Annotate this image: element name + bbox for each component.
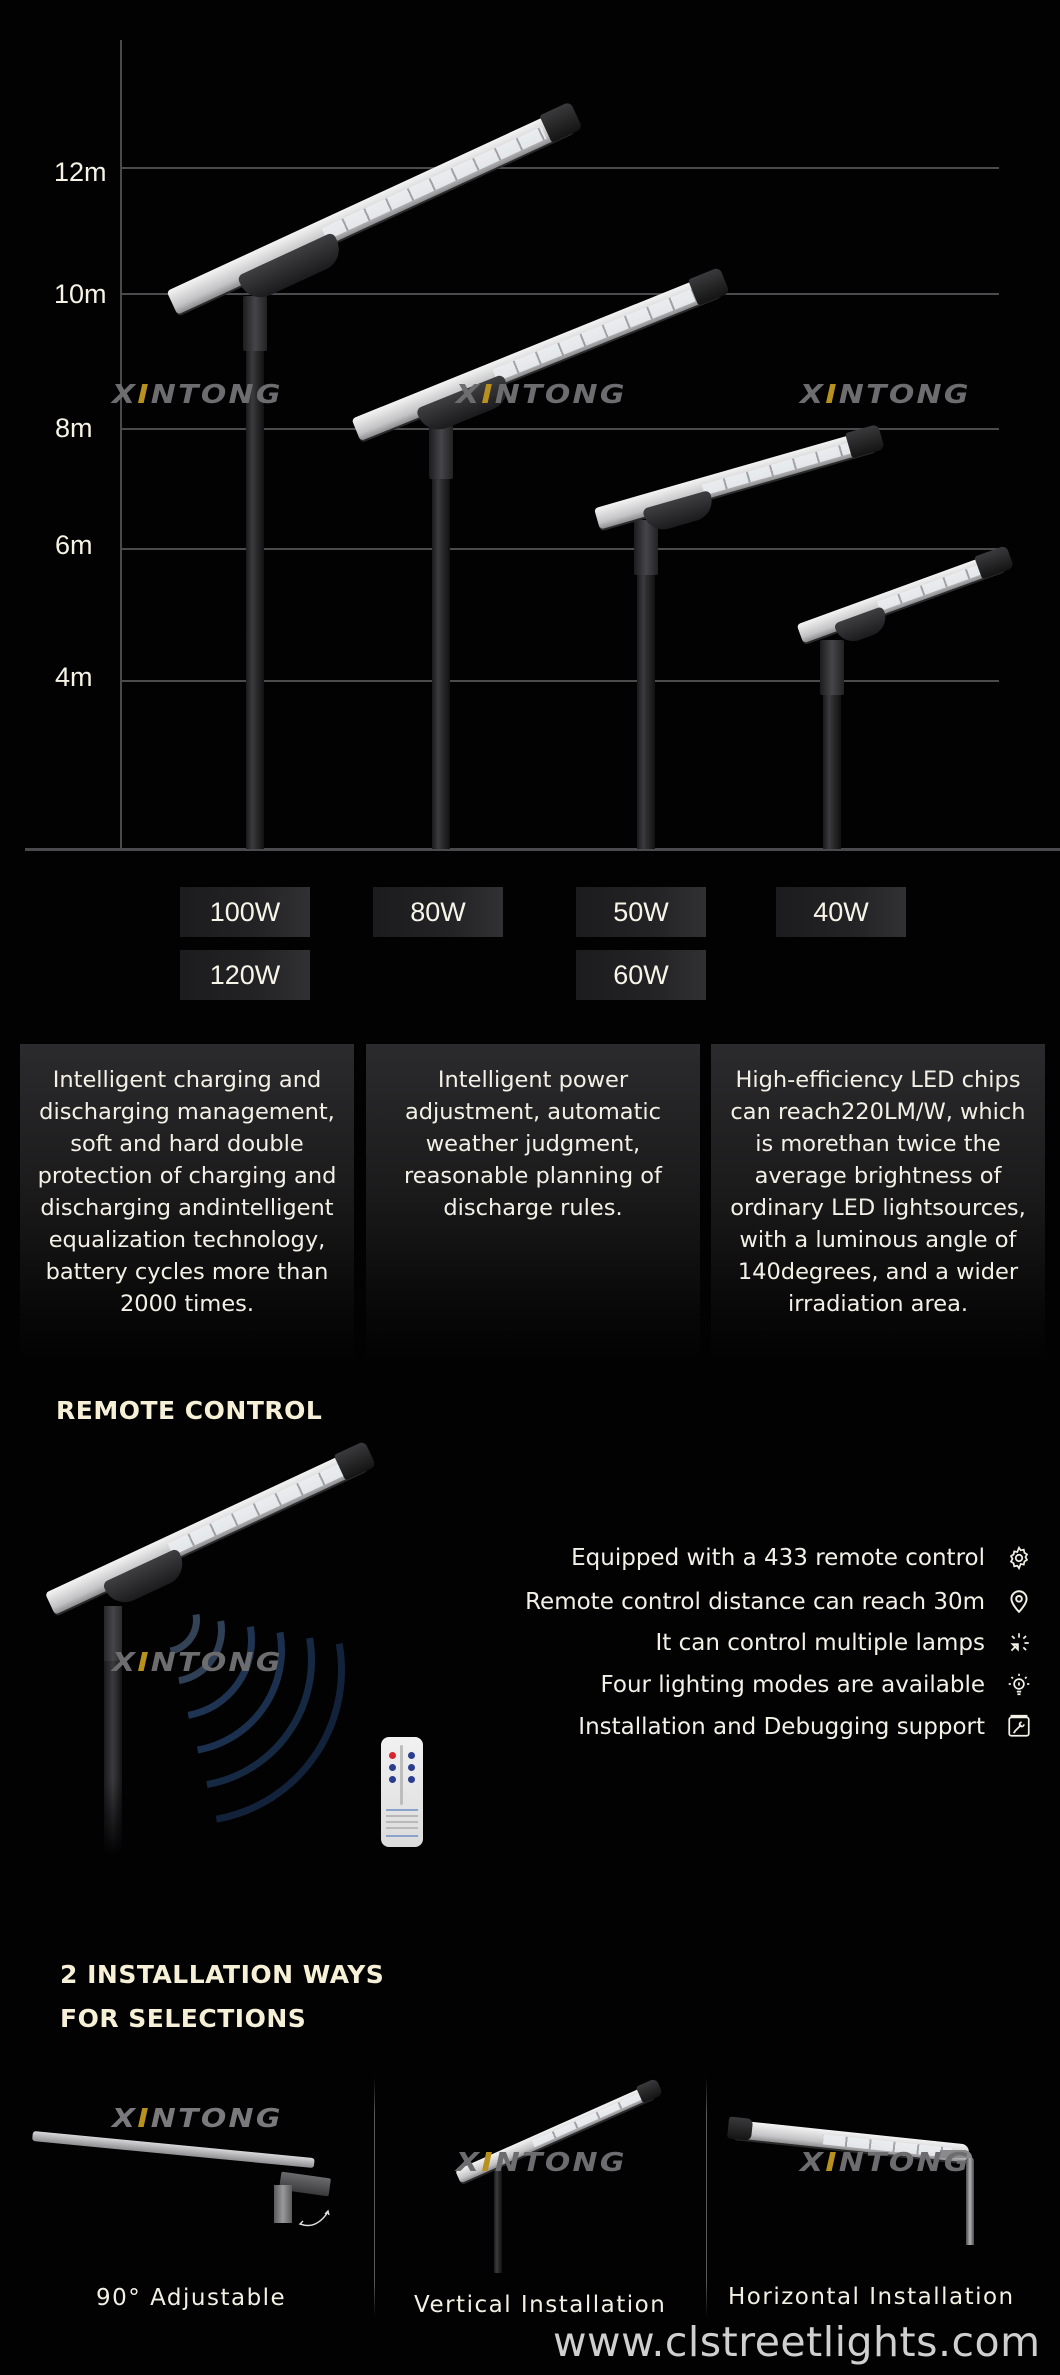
remote-feature-item: Remote control distance can reach 30m	[525, 1589, 985, 1615]
brand-watermark: XINTONG	[800, 380, 971, 410]
remote-feature-item: Installation and Debugging support	[578, 1714, 985, 1740]
map-pin-icon	[1006, 1588, 1032, 1614]
watt-badge-80w: 80W	[373, 887, 503, 937]
lamp-side-view	[32, 2131, 315, 2168]
section-title-remote-control: REMOTE CONTROL	[56, 1396, 323, 1425]
gridline-12m	[122, 167, 999, 169]
watt-badge-60w: 60W	[576, 950, 706, 1000]
brand-watermark: XINTONG	[800, 2148, 971, 2178]
lightbulb-icon	[1006, 1671, 1032, 1697]
pole-stub	[274, 2185, 292, 2223]
watt-badge-40w: 40W	[776, 887, 906, 937]
brand-watermark: XINTONG	[456, 2148, 627, 2178]
watt-badge-50w: 50W	[576, 887, 706, 937]
pole-4m	[823, 640, 841, 849]
feature-card-power	[366, 1044, 700, 1364]
lamp-head-50w	[594, 428, 879, 529]
rotate-arrow-icon	[296, 2208, 336, 2230]
lamp-head-40w	[797, 550, 1009, 643]
pole	[494, 2168, 502, 2273]
divider	[706, 2077, 707, 2317]
lamp-head-100w	[167, 107, 577, 315]
wrench-icon	[1006, 1713, 1032, 1739]
install-label-adjustable: 90° Adjustable	[96, 2285, 287, 2311]
install-label-horizontal: Horizontal Installation	[728, 2284, 1015, 2310]
remote-control-device	[381, 1737, 423, 1847]
website-url[interactable]: www.clstreetlights.com	[553, 2318, 1041, 2366]
pole-6m	[637, 520, 655, 849]
section-title-installation: 2 INSTALLATION WAYS FOR SELECTIONS	[60, 1960, 385, 2033]
feature-card-battery	[20, 1044, 354, 1364]
ground-baseline	[25, 848, 1060, 851]
feature-card-text: Intelligent charging and discharging management, soft and hard double protection of charging and discharging andintelligent equalization technology, battery cycles more than 2000 times.	[37, 1067, 337, 1317]
watt-badge-100w: 100W	[180, 887, 310, 937]
brand-watermark: XINTONG	[112, 1648, 283, 1678]
tick-label-4m: 4m	[55, 661, 93, 692]
feature-card-text: Intelligent power adjustment, automatic weather judgment, reasonable planning of discharge rules.	[404, 1067, 662, 1221]
click-icon	[1006, 1630, 1032, 1656]
tick-label-10m: 10m	[54, 278, 107, 309]
gear-icon	[1006, 1545, 1032, 1571]
tick-label-12m: 12m	[54, 156, 107, 187]
tick-label-8m: 8m	[55, 412, 93, 443]
divider	[374, 2077, 375, 2317]
watt-badge-120w: 120W	[180, 950, 310, 1000]
remote-feature-item: It can control multiple lamps	[655, 1630, 985, 1656]
y-axis-line	[120, 40, 122, 850]
remote-feature-item: Four lighting modes are available	[600, 1672, 985, 1698]
brand-watermark: XINTONG	[456, 380, 627, 410]
pole-10m	[246, 296, 264, 849]
tick-label-6m: 6m	[55, 529, 93, 560]
lamp-head-80w	[352, 272, 724, 441]
remote-feature-item: Equipped with a 433 remote control	[571, 1545, 985, 1571]
feature-card-text: High-efficiency LED chips can reach220LM/W, which is morethan twice the average brightness of ordinary LED lightsources, with a luminous angle of 140degrees, and a wider irradiation area.	[730, 1067, 1026, 1317]
install-label-vertical: Vertical Installation	[414, 2292, 667, 2318]
feature-card-led	[711, 1044, 1045, 1364]
pole-8m	[432, 424, 450, 849]
brand-watermark: XINTONG	[112, 380, 283, 410]
brand-watermark: XINTONG	[112, 2104, 283, 2134]
